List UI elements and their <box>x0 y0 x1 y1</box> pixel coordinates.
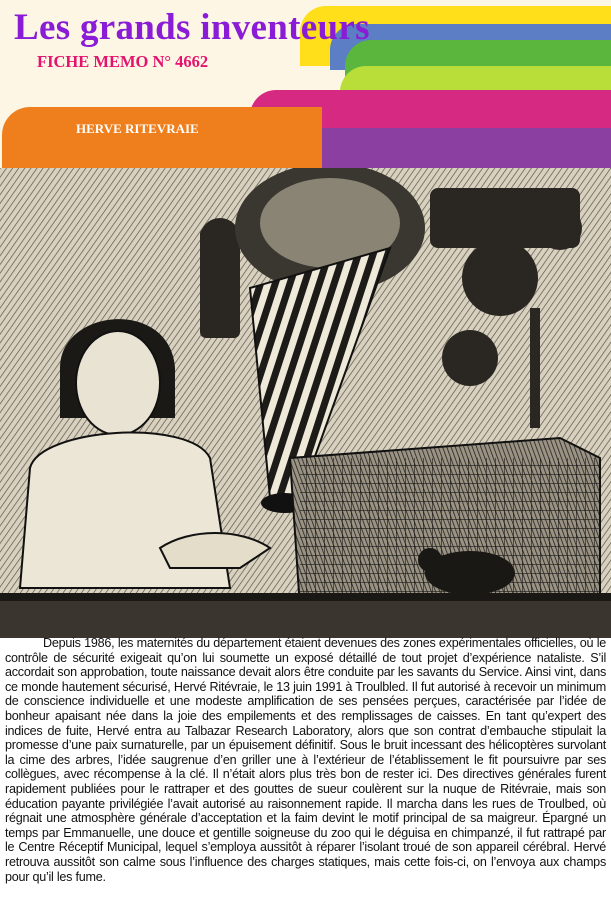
body-paragraph: Depuis 1986, les maternités du département étaient devenues des zones expérimentales officielles, où le contrôle de sécurité exigeait qu’on lui soumette un exposé détaillé de tout projet d’expérience nataliste. S’il accordait son approbation, toute naissance devait alors être conduite par les savants du Service. Ainsi vint, dans ce monde hautement sécurisé, Hervé Ritévraie, le 13 juin 1991 à Troulbled. Il fut autorisé à recevoir un minimum de conscience individuelle et une modeste amplification de ses pensées perçues, caractérisée par l’idée de bonheur apaisant née dans la joie des empilements et des remplissages de caisses. En tant qu’expert des indices de fuite, Hervé entra au Talbazar Research Laboratory, alors que son contrat d’embauche stipulait la promesse d’une paix surnaturelle, par un épuisement définitif. Sous le bruit incessant des hélicoptères survolant la cime des arbres, l’idée saugrenue d’en griller une à l’extérieur de l’établissement le fit poursuivre par ses collègues, avec récompense à la clé. Il n’était alors plus très bon de rester ici. Des directives générales furent rapidement publiées pour le rattraper et des gouttes de sueur coulèrent sur la nuque de Ritévraie, mais son éducation payante privilégiée l’avait autorisé au raisonnement rapide. Il marcha dans les rues de Troulbed, où régnait une atmosphère générale d’acceptation et la faim devint le motif principal de sa maigreur. Épargné un temps par Emmanuelle, une douce et gentille soigneuse du zoo qui le déguisa en chimpanzé, il fut rattrapé par le Centre Réceptif Municipal, lequel s’employa aussitôt à réparer l’isolant troué de son appareil cérébral. Hervé retrouva aussitôt son calme sous l’influence des charges statiques, mais cette fois-ci, on l’envoya aux champs pour qu’il les fume. <box>5 636 606 884</box>
purple-band <box>290 128 611 168</box>
page-title: Les grands inventeurs <box>14 7 370 48</box>
engraving-illustration <box>0 168 611 638</box>
orange-band <box>2 107 322 168</box>
header-banner <box>0 0 611 168</box>
fiche-number: FICHE MEMO N° 4662 <box>37 52 209 71</box>
cage <box>290 438 600 608</box>
inventor-name: HERVE RITEVRAIE <box>76 121 199 136</box>
